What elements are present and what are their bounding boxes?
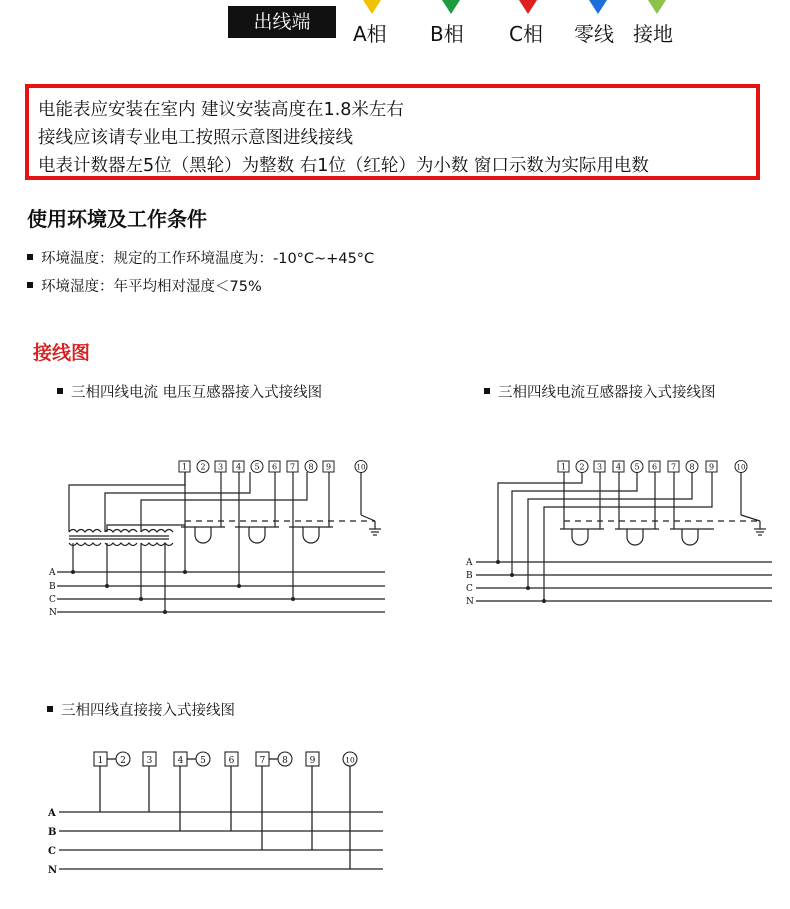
terminal-10: 10 [736,463,746,472]
terminal-block [94,752,357,766]
conditions-title: 使用环境及工作条件 [27,207,207,231]
notice-box [25,84,760,180]
bullet-icon [27,282,33,288]
terminal-7: 7 [259,756,266,766]
bullet-icon [484,388,490,394]
terminal-9: 9 [309,756,316,766]
terminal-10: 10 [356,463,366,472]
diagram-caption-1-text: 三相四线电流 电压互感器接入式接线图 [71,385,323,401]
bus-label-c: C [466,584,473,594]
triangle-icon [519,0,537,14]
bus-label-b: B [49,582,56,592]
terminal-1: 1 [181,462,188,472]
diagram-caption-3 [47,699,235,720]
terminal-2: 2 [579,462,585,472]
terminal-3: 3 [217,462,224,472]
triangle-icon [363,0,381,14]
notice-line-1: 电能表应安装在室内 建议安装高度在1.8米左右 [38,100,404,120]
terminal-4: 4 [235,462,242,472]
terminal-7: 7 [670,462,677,472]
bus-label-a: A [48,808,56,819]
wiring-diagram-ct-pt [45,455,395,625]
terminal-10: 10 [345,755,355,765]
terminal-8: 8 [282,756,288,766]
condition-item-temperature [27,247,374,268]
terminal-6: 6 [271,462,278,472]
terminal-2: 2 [120,756,126,766]
bus-label-n: N [49,608,57,618]
wiring-title: 接线图 [33,342,91,364]
terminal-5: 5 [254,462,260,472]
diagram-caption-1 [57,381,322,402]
terminal-5: 5 [200,756,206,766]
bus-nodes [71,570,295,614]
terminal-4: 4 [615,462,622,472]
bullet-icon [57,388,63,394]
bus-nodes [496,560,546,603]
terminal-1: 1 [97,756,104,766]
terminal-9: 9 [325,462,332,472]
bullet-icon [47,706,53,712]
legend-marker-neutral [589,0,607,14]
triangle-icon [442,0,460,14]
triangle-icon [648,0,666,14]
legend-marker-b [442,0,460,14]
terminal-8: 8 [689,462,695,472]
bus-label-n: N [466,597,474,607]
bus-label-b: B [48,827,57,838]
condition-temperature-text: 环境温度：规定的工作环境温度为：-10°C~+45°C [41,251,375,267]
terminal-6: 6 [651,462,658,472]
terminal-2: 2 [200,462,206,472]
terminal-9: 9 [708,462,715,472]
terminal-3: 3 [596,462,603,472]
legend-marker-c [519,0,537,14]
bus-label-b: B [466,571,473,581]
terminal-4: 4 [177,756,184,766]
legend-phase-a: A相 [353,22,387,46]
legend-marker-ground [648,0,666,14]
bus-label-c: C [49,595,56,605]
notice-line-2: 接线应该请专业电工按照示意图进线接线 [38,128,353,148]
bus-label-c: C [48,846,56,857]
terminal-3: 3 [146,756,153,766]
diagram-caption-2-text: 三相四线电流互感器接入式接线图 [498,385,716,401]
bus-label-a: A [466,558,473,568]
bus-label-n: N [48,865,58,876]
terminal-1: 1 [560,462,567,472]
condition-item-humidity [27,275,262,296]
wiring-diagram-ct [462,455,782,615]
terminal-5: 5 [634,462,640,472]
legend-phase-ground: 接地 [633,22,673,46]
notice-line-3: 电表计数器左5位（黑轮）为整数 右1位（红轮）为小数 窗口示数为实际用电数 [38,156,649,176]
diagram-caption-2 [484,381,716,402]
condition-humidity-text: 环境湿度：年平均相对湿度＜75% [41,279,262,295]
legend-marker-a [363,0,381,14]
legend-phase-b: B相 [430,22,464,46]
legend-phase-neutral: 零线 [574,22,614,46]
diagram-caption-3-text: 三相四线直接接入式接线图 [61,703,235,719]
terminal-7: 7 [289,462,296,472]
terminal-8: 8 [308,462,314,472]
legend-phase-c: C相 [509,22,543,46]
legend-label: 出线端 [228,6,336,38]
triangle-icon [589,0,607,14]
terminal-6: 6 [228,756,235,766]
bus-label-a: A [49,568,56,578]
wiring-diagram-direct [45,745,395,880]
bullet-icon [27,254,33,260]
